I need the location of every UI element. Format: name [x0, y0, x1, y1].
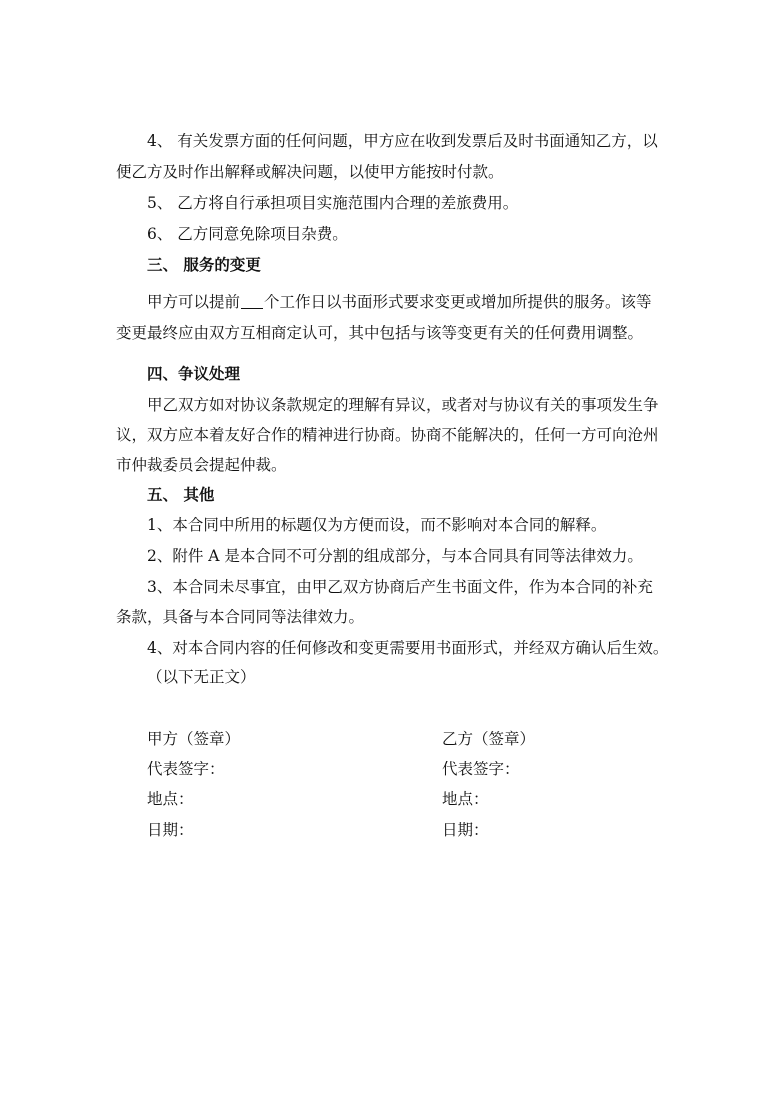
blank-field: [241, 293, 263, 309]
party-a-place: 地点：: [147, 790, 194, 808]
clause-6: 6、 乙方同意免除项目杂费。: [147, 225, 348, 243]
party-b-place: 地点：: [442, 790, 489, 808]
party-a-date: 日期：: [147, 821, 194, 839]
party-b-title: 乙方（签章）: [442, 730, 536, 748]
clause-4-line-1: 4、 有关发票方面的任何问题，甲方应在收到发票后及时书面通知乙方，以: [147, 132, 658, 150]
party-a-title: 甲方（签章）: [147, 730, 241, 748]
section-5-item-1: 1、本合同中所用的标题仅为方便而设，而不影响对本合同的解释。: [147, 516, 607, 534]
section-3-para-pre: 甲方可以提前: [147, 293, 241, 311]
end-note: （以下无正文）: [147, 668, 256, 686]
section-4-line-3: 市仲裁委员会提起仲裁。: [116, 456, 287, 474]
section-5-heading: 五、 其他: [147, 485, 215, 504]
section-4-line-2: 议，双方应本着友好合作的精神进行协商。协商不能解决的，任何一方可向沧州: [116, 426, 659, 444]
party-b-date: 日期：: [442, 821, 489, 839]
party-a-rep: 代表签字：: [147, 760, 225, 778]
section-3-para-line-2: 变更最终应由双方互相商定认可，其中包括与该等变更有关的任何费用调整。: [116, 324, 644, 342]
section-5-item-3-line-1: 3、本合同未尽事宜，由甲乙双方协商后产生书面文件，作为本合同的补充: [147, 578, 653, 596]
section-4-line-1: 甲乙双方如对协议条款规定的理解有异议，或者对与协议有关的事项发生争: [147, 396, 659, 414]
section-4-heading: 四、争议处理: [147, 364, 241, 383]
section-5-item-4: 4、对本合同内容的任何修改和变更需要用书面形式，并经双方确认后生效。: [147, 639, 669, 657]
section-5-item-3-line-2: 条款，具备与本合同同等法律效力。: [116, 608, 365, 626]
section-5-item-2: 2、附件 A 是本合同不可分割的组成部分，与本合同具有同等法律效力。: [147, 547, 643, 565]
section-3-para-post: 个工作日以书面形式要求变更或增加所提供的服务。该等: [264, 293, 652, 311]
clause-4-line-2: 便乙方及时作出解释或解决问题，以使甲方能按时付款。: [116, 163, 504, 181]
section-3-para-line-1: [147, 292, 652, 312]
party-b-rep: 代表签字：: [442, 760, 520, 778]
clause-5: 5、 乙方将自行承担项目实施范围内合理的差旅费用。: [147, 194, 519, 212]
section-3-heading: 三、 服务的变更: [147, 255, 261, 274]
